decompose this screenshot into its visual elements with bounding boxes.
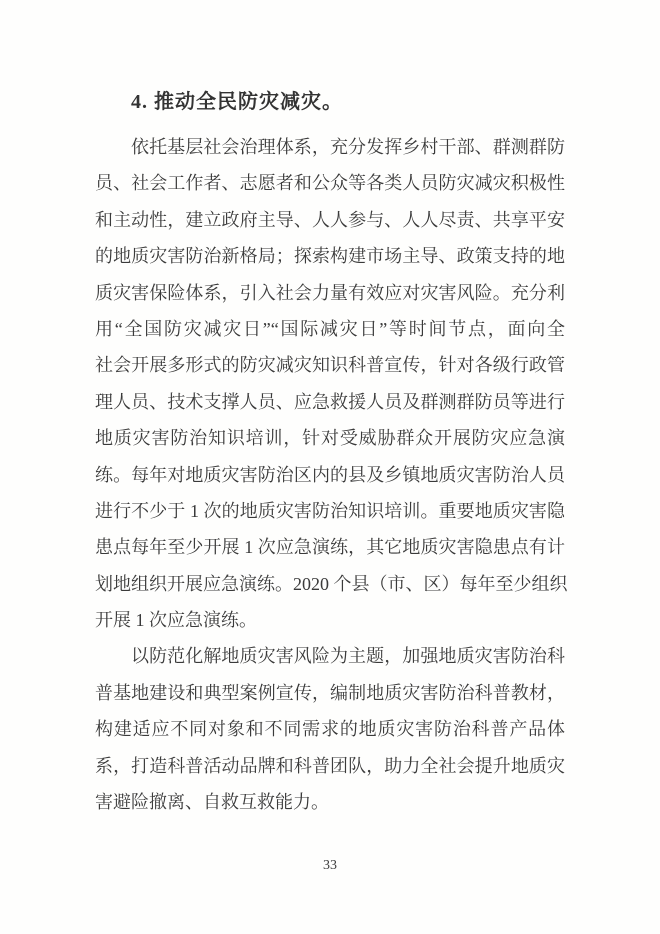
body-line: 用“全国防灾减灾日”“国际减灾日”等时间节点，面向全 [95, 318, 565, 339]
page-content [95, 86, 568, 820]
body-line: 依托基层社会治理体系，充分发挥乡村干部、群测群防 [131, 137, 565, 157]
body-line: 练。每年对地质灾害防治区内的县及乡镇地质灾害防治人员 [95, 464, 565, 485]
body-line: 以防范化解地质灾害风险为主题，加强地质灾害防治科 [131, 646, 565, 667]
body-line: 害避险撤离、自救互救能力。 [95, 792, 329, 813]
body-line: 地质灾害防治知识培训，针对受威胁群众开展防灾应急演 [95, 428, 565, 449]
body-line: 的地质灾害防治新格局；探索构建市场主导、政策支持的地 [95, 246, 565, 267]
body-line: 患点每年至少开展 1 次应急演练，其它地质灾害隐患点有计 [95, 537, 565, 558]
body-line: 进行不少于 1 次的地质灾害防治知识培训。重要地质灾害隐 [95, 500, 565, 521]
page-number: 33 [323, 858, 337, 873]
body-line: 构建适应不同对象和不同需求的地质灾害防治科普产品体 [95, 719, 565, 740]
body-line: 员、社会工作者、志愿者和公众等各类人员防灾减灾积极性 [95, 173, 565, 194]
body-line: 理人员、技术支撑人员、应急救援人员及群测群防员等进行 [95, 391, 565, 412]
paragraph [95, 638, 565, 820]
body-line: 社会开展多形式的防灾减灾知识科普宣传，针对各级行政管 [95, 355, 565, 376]
paragraph [95, 129, 568, 638]
body-line: 普基地建设和典型案例宣传，编制地质灾害防治科普教材， [95, 682, 565, 703]
body-line: 系，打造科普活动品牌和科普团队，助力全社会提升地质灾 [95, 755, 565, 776]
section-heading: 4. 推动全民防灾减灾。 [131, 91, 343, 113]
body-line: 开展 1 次应急演练。 [95, 610, 257, 631]
body-line: 划地组织开展应急演练。2020 个县（市、区）每年至少组织 [95, 573, 568, 594]
body-line: 和主动性，建立政府主导、人人参与、人人尽责、共享平安 [95, 209, 565, 230]
body-line: 质灾害保险体系，引入社会力量有效应对灾害风险。充分利 [95, 282, 565, 303]
